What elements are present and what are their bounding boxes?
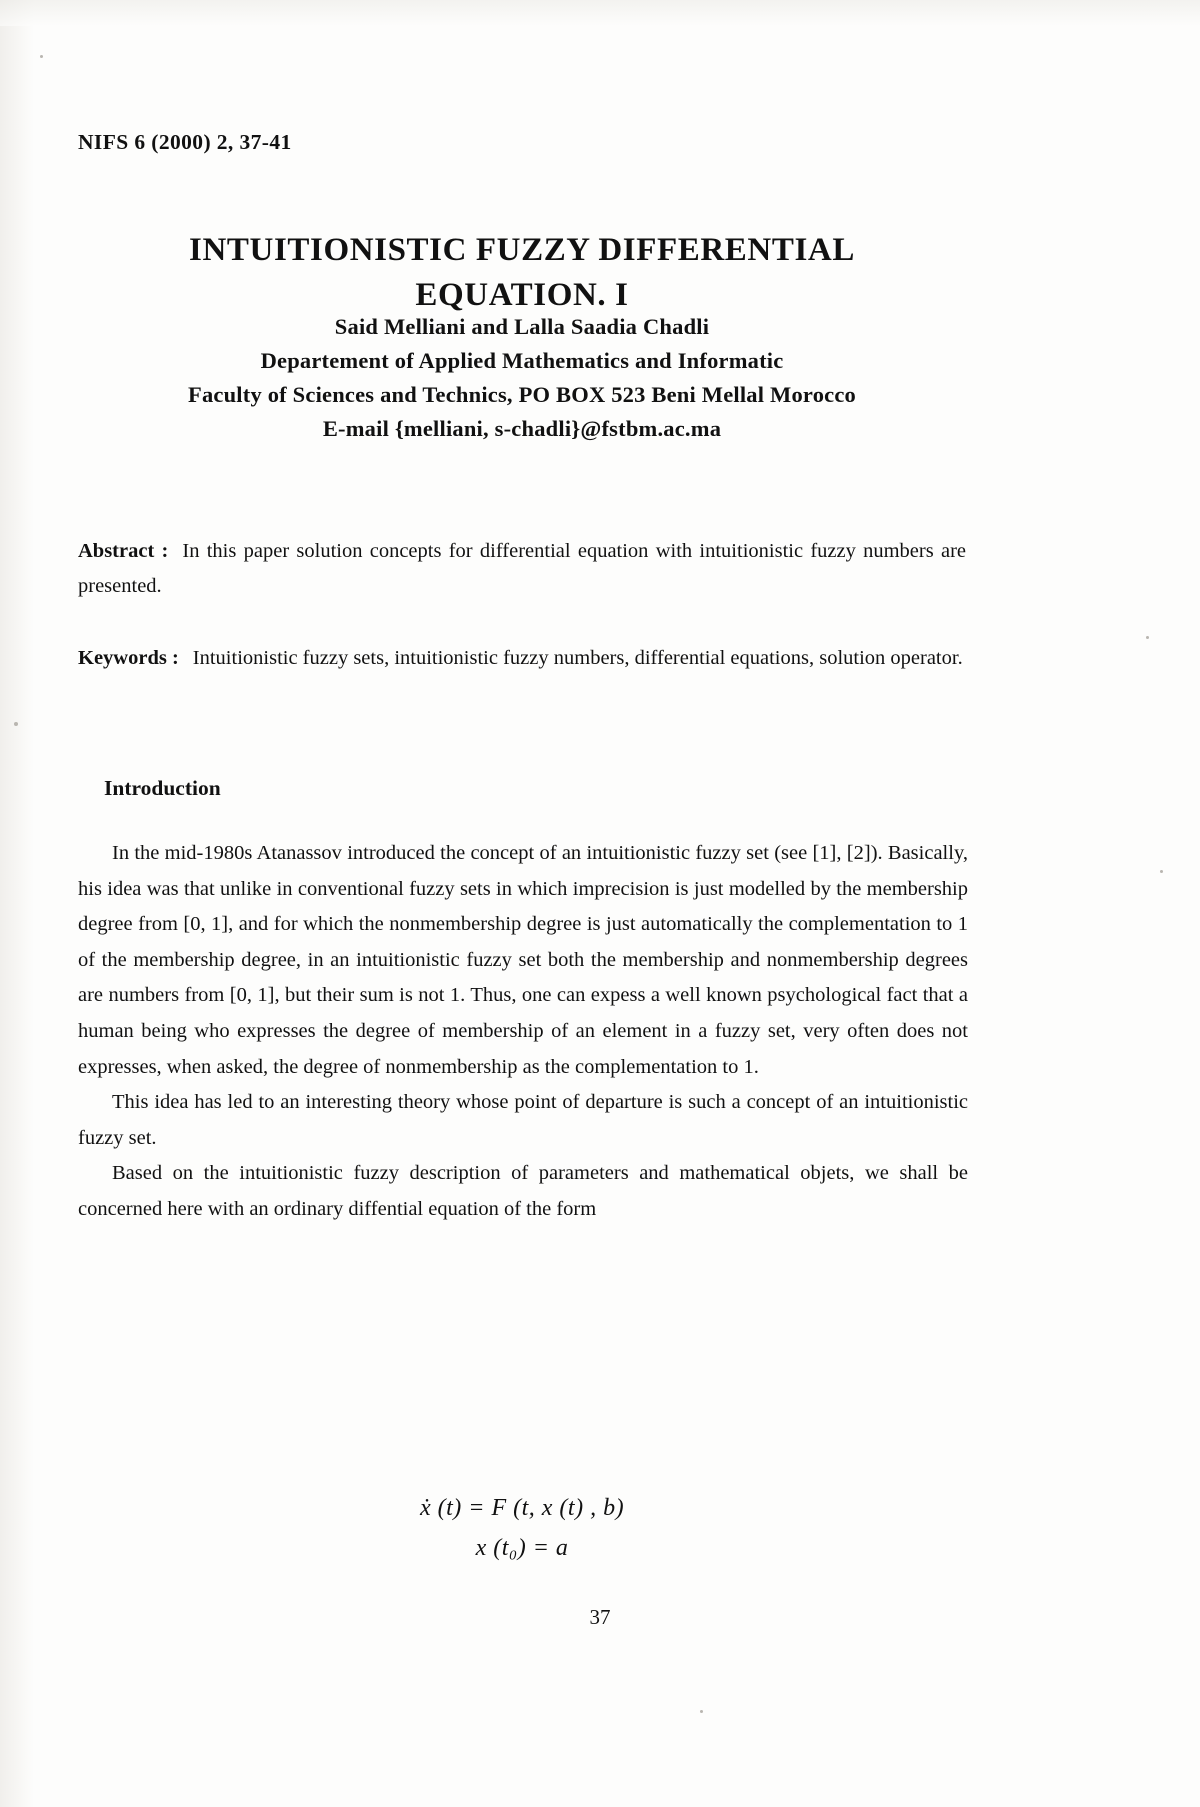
author-department: Departement of Applied Mathematics and Informatic (260, 348, 784, 373)
abstract-label: Abstract : (78, 540, 169, 562)
equation-2: x (t₀) = a (475, 1535, 569, 1561)
keywords-text: Intuitionistic fuzzy sets, intuitionistic fuzzy numbers, differential equations, solution operator. (192, 647, 963, 669)
abstract-text: In this paper solution concepts for differential equation with intuitionistic fuzzy numbers are presented. (78, 540, 966, 597)
display-equations (78, 1488, 966, 1568)
author-institution: Faculty of Sciences and Technics, PO BOX 523 Beni Mellal Morocco (188, 382, 856, 407)
body-paragraph-2: This idea has led to an interesting theory whose point of departure is such a concept of an intuitionistic fuzzy set. (78, 1091, 968, 1149)
author-names: Said Melliani and Lalla Saadia Chadli (334, 314, 710, 339)
scan-speck (14, 722, 18, 726)
abstract-section (78, 534, 966, 604)
body-paragraph-1: In the mid-1980s Atanassov introduced the concept of an intuitionistic fuzzy set (see [1], [2]). Basically, his idea was that unlike in conventional fuzzy sets in which imprecision is just modelled by the membership degree from [0, 1], and for which the nonmembership degree is just automatically the complementation to 1 of the membership degree, in an intuitionistic fuzzy set both the membership and nonmembership degrees are numbers from [0, 1], but their sum is not 1. Thus, one can expess a well known psychological fact that a human being who expresses the degree of membership of an element in a fuzzy set, very often does not expresses, when asked, the degree of nonmembership as the complementation to 1. (78, 842, 968, 1078)
scan-speck (1146, 636, 1149, 639)
body-text (78, 836, 968, 1228)
page-title (78, 228, 966, 318)
scan-speck (40, 55, 43, 58)
author-email: E-mail {melliani, s-chadli}@fstbm.ac.ma (322, 416, 722, 441)
scan-speck (700, 1710, 703, 1713)
title-line-2: EQUATION. I (415, 277, 629, 313)
equation-1: ẋ (t) = F (t, x (t) , b) (419, 1495, 625, 1521)
keywords-label: Keywords : (78, 647, 179, 669)
keywords-section (78, 641, 966, 676)
section-heading-introduction: Introduction (104, 776, 221, 800)
author-affiliation-block (78, 310, 966, 446)
scan-speck (1160, 870, 1163, 873)
scan-edge-shadow-top (0, 0, 1200, 26)
scan-edge-shadow-left (0, 0, 34, 1807)
journal-reference: NIFS 6 (2000) 2, 37-41 (78, 130, 292, 154)
page-number: 37 (589, 1605, 611, 1629)
body-paragraph-3: Based on the intuitionistic fuzzy description of parameters and mathematical objets, we shall be concerned here with an ordinary diffential equation of the form (78, 1162, 968, 1220)
title-line-1: INTUITIONISTIC FUZZY DIFFERENTIAL (189, 232, 855, 268)
